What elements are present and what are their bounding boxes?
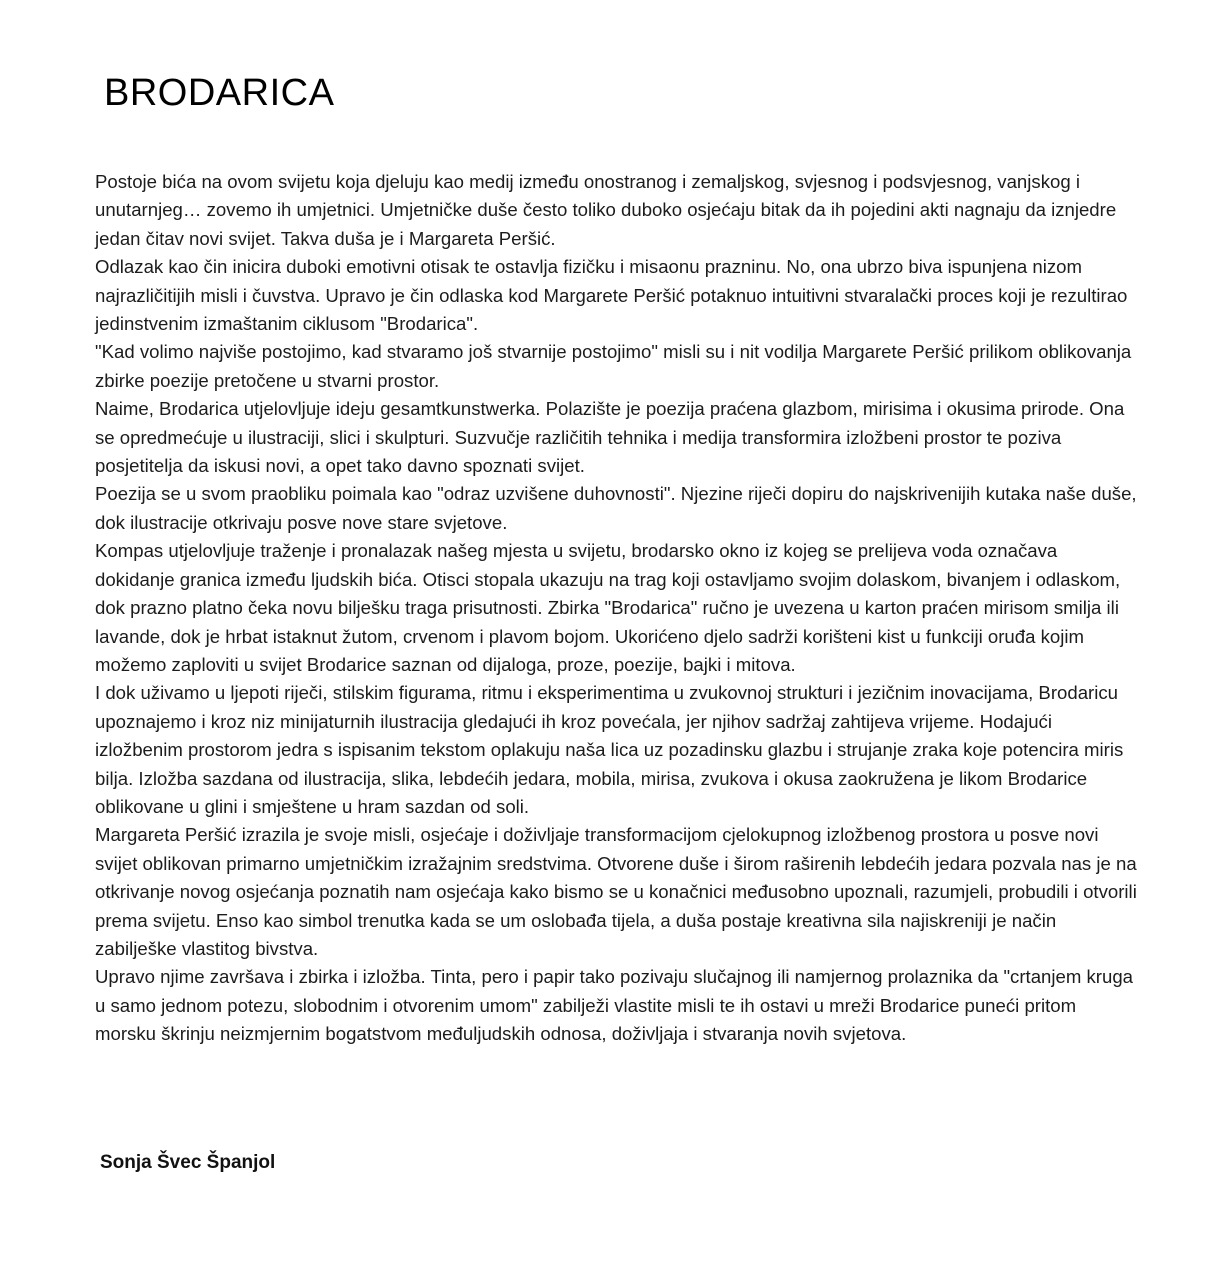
paragraph-2: Odlazak kao čin inicira duboki emotivni otisak te ostavlja fizičku i misaonu prazninu. No, ona ubrzo biva ispunjena nizom najrazličitijih misli i čuvstva. Upravo je čin odlaska kod Margarete Peršić potaknuo intuitivni stvaralački proces koji je rezultirao jedinstvenim izmaštanim ciklusom "Brodarica". <box>95 256 1128 335</box>
paragraph-7: I dok uživamo u ljepoti riječi, stilskim figurama, ritmu i eksperimentima u zvukovnoj strukturi i jezičnim inovacijama, Brodaricu upoznajemo i kroz niz minijaturnih ilustracija gledajući ih kroz povećala, jer njihov sadržaj zahtijeva vrijeme. Hodajući izložbenim prostorom jedra s ispisanim tekstom oplakuju naša lica uz pozadinsku glazbu i strujanje zraka koje potencira miris bilja. Izložba sazdana od ilustracija, slika, lebdećih jedara, mobila, mirisa, zvukova i okusa zaokružena je likom Brodarice oblikovane u glini i smještene u hram sazdan od soli. <box>95 682 1124 817</box>
page-title: BRODARICA <box>104 72 335 114</box>
paragraph-4: Naime, Brodarica utjelovljuje ideju gesamtkunstwerka. Polazište je poezija praćena glazbom, mirisima i okusima prirode. Ona se opredmećuje u ilustraciji, slici i skulpturi. Suzvučje različitih tehnika i medija transformira izložbeni prostor te poziva posjetitelja da iskusi novi, a opet tako davno spoznati svijet. <box>95 398 1125 477</box>
paragraph-8: Margareta Peršić izrazila je svoje misli, osjećaje i doživljaje transformacijom cjelokupnog izložbenog prostora u posve novi svijet oblikovan primarno umjetničkim izražajnim sredstvima. Otvorene duše i širom raširenih lebdećih jedara pozvala nas je na otkrivanje novog osjećanja poznatih nam osjećaja kako bismo se u konačnici međusobno upoznali, razumjeli, probudili i otvorili prema svijetu. Enso kao simbol trenutka kada se um oslobađa tijela, a duša postaje kreativna sila najiskreniji je način zabilješke vlastitog bivstva. <box>95 824 1137 959</box>
paragraph-1: Postoje bića na ovom svijetu koja djeluju kao medij između onostranog i zemaljskog, svjesnog i podsvjesnog, vanjskog i unutarnjeg… zovemo ih umjetnici. Umjetničke duše često toliko duboko osjećaju bitak da ih pojedini akti nagnaju da iznjedre jedan čitav novi svijet. Takva duša je i Margareta Peršić. <box>95 171 1117 249</box>
author-signature: Sonja Švec Španjol <box>100 1152 276 1173</box>
paragraph-3: "Kad volimo najviše postojimo, kad stvaramo još stvarnije postojimo" misli su i nit vodilja Margarete Peršić prilikom oblikovanja zbirke poezije pretočene u stvarni prostor. <box>95 341 1132 391</box>
paragraph-9: Upravo njime završava i zbirka i izložba. Tinta, pero i papir tako pozivaju slučajnog ili namjernog prolaznika da "crtanjem kruga u samo jednom potezu, slobodnim i otvorenim umom" zabilježi vlastite misli te ih ostavi u mreži Brodarice puneći pritom morsku škrinju neizmjernim bogatstvom međuljudskih odnosa, doživljaja i stvaranja novih svjetova. <box>95 966 1134 1045</box>
document-body <box>95 168 1140 1049</box>
paragraph-5: Poezija se u svom praobliku poimala kao "odraz uzvišene duhovnosti". Njezine riječi dopiru do najskrivenijih kutaka naše duše, dok ilustracije otkrivaju posve nove stare svjetove. <box>95 483 1137 533</box>
paragraph-6: Kompas utjelovljuje traženje i pronalazak našeg mjesta u svijetu, brodarsko okno iz kojeg se prelijeva voda označava dokidanje granica između ljudskih bića. Otisci stopala ukazuju na trag koji ostavljamo svojim dolaskom, bivanjem i odlaskom, dok prazno platno čeka novu bilješku traga prisutnosti. Zbirka "Brodarica" ručno je uvezena u karton praćen mirisom smilja ili lavande, dok je hrbat istaknut žutom, crvenom i plavom bojom. Ukorićeno djelo sadrži korišteni kist u funkciji oruđa kojim možemo zaploviti u svijet Brodarice saznan od dijaloga, proze, poezije, bajki i mitova. <box>95 540 1121 675</box>
